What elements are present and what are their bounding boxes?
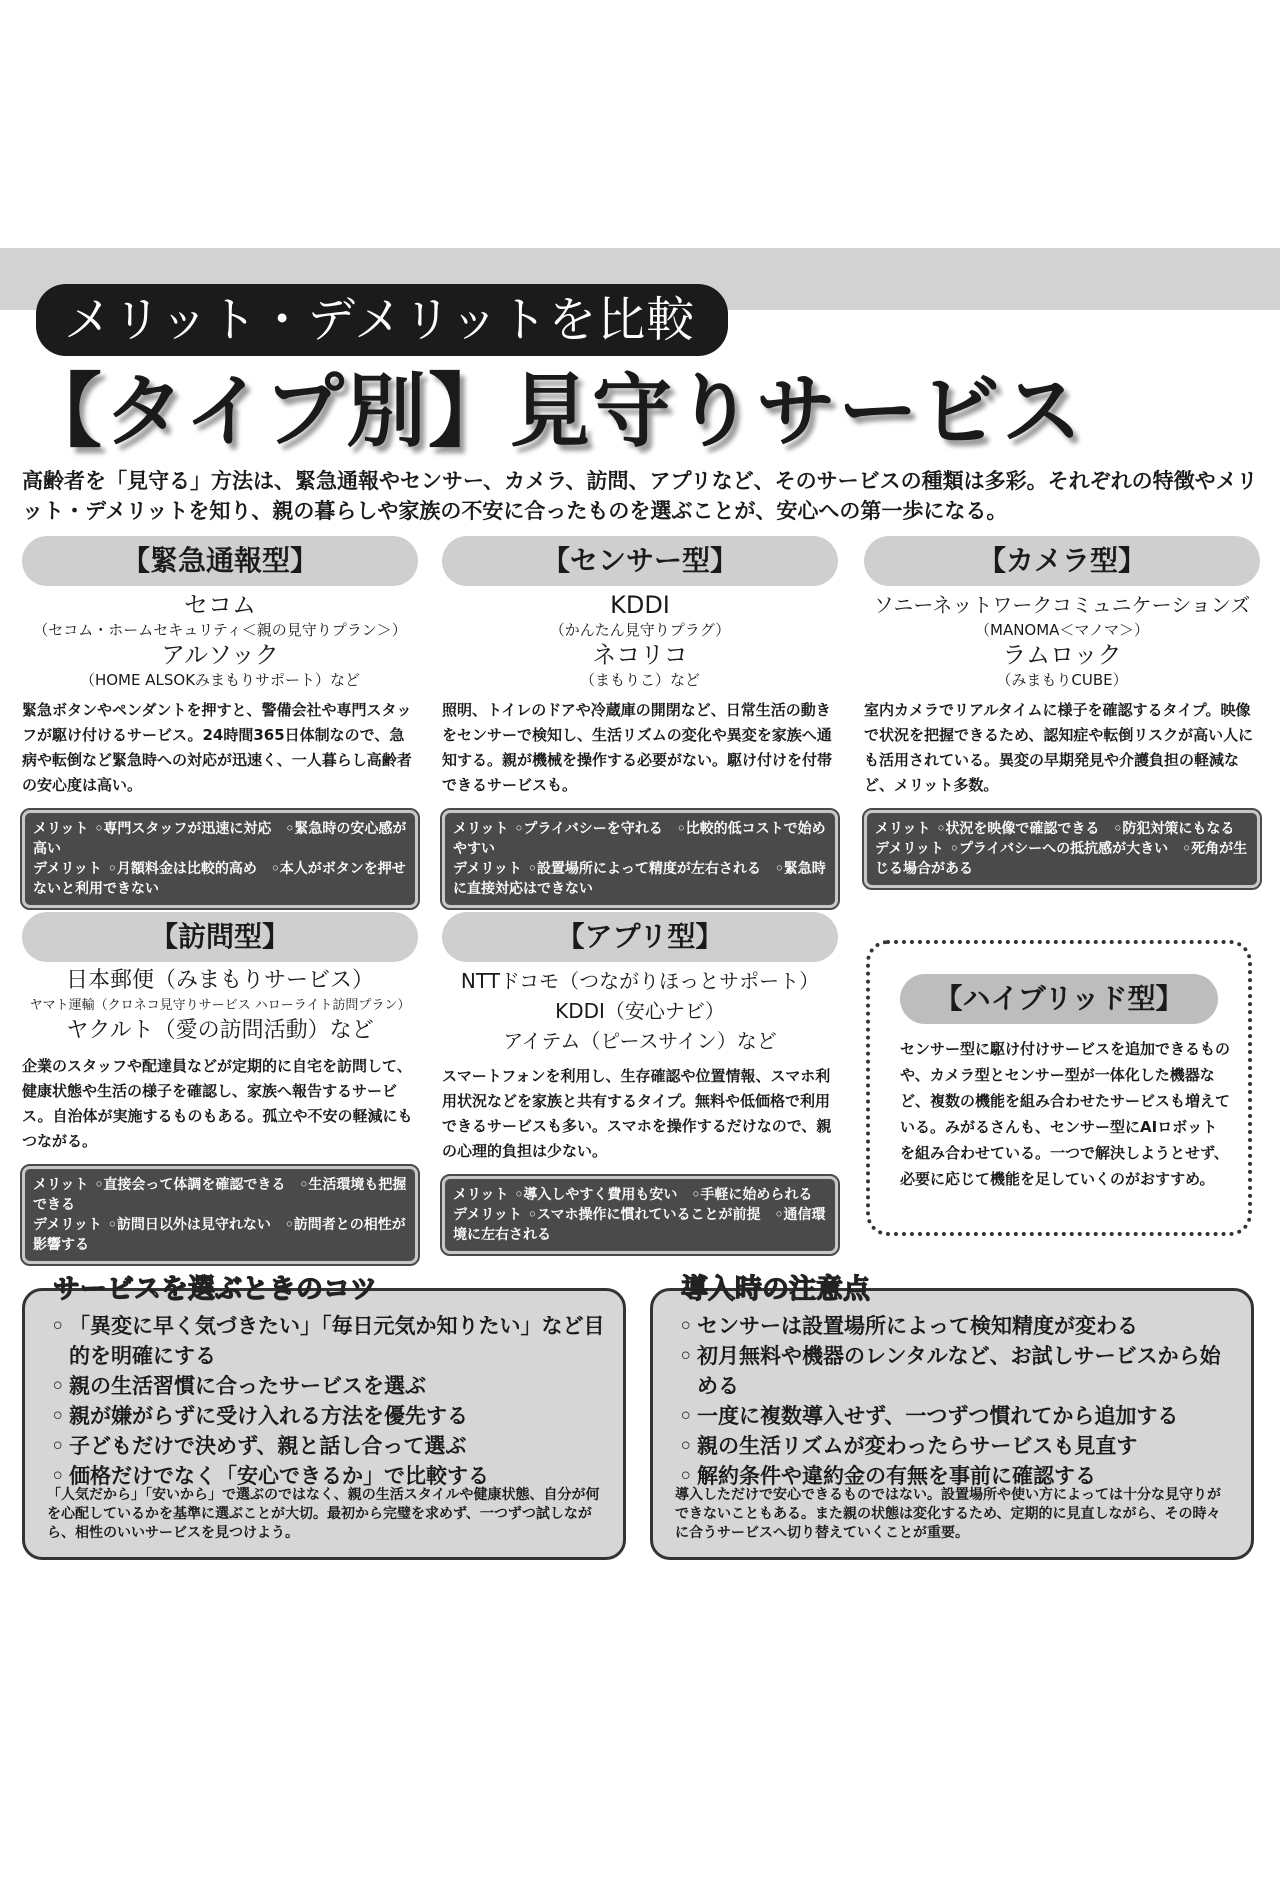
provider-plan: （HOME ALSOKみまもりサポート）など <box>79 671 361 689</box>
kicker-label: メリット・デメリットを比較 <box>36 284 728 356</box>
demerit-label: デメリット <box>453 861 522 877</box>
provider-name: 日本郵便（みまもりサービス） <box>65 968 374 993</box>
card-app <box>442 912 838 1254</box>
provider-name: ラムロック <box>1002 641 1122 669</box>
provider-name: ネコリコ <box>592 641 688 669</box>
card-title: 【訪問型】 <box>22 912 418 962</box>
demerit-label: デメリット <box>33 861 102 877</box>
list-item: ◦ 解約条件や違約金の有無を事前に確認する <box>679 1461 1233 1491</box>
demerit-label: デメリット <box>33 1217 102 1233</box>
merit-label: メリット <box>875 821 931 837</box>
card-title: 【カメラ型】 <box>864 536 1260 586</box>
list-item: ◦ 初月無料や機器のレンタルなど、お試しサービスから始める <box>679 1341 1233 1401</box>
merit-label: メリット <box>33 821 89 837</box>
card-camera <box>864 536 1260 888</box>
demerit-text: ◦スマホ操作に慣れていることが前提 ◦通信環境に左右される <box>453 1207 826 1243</box>
list-item: ◦ センサーは設置場所によって検知精度が変わる <box>679 1311 1233 1341</box>
tips-box <box>22 1274 626 1560</box>
merit-label: メリット <box>33 1177 89 1193</box>
demerit-text: ◦月額料金は比較的高め ◦本人がボタンを押せないと利用できない <box>33 861 406 897</box>
provider-plan: （まもりこ）など <box>579 671 700 689</box>
caution-box <box>650 1274 1254 1560</box>
hybrid-description: センサー型に駆け付けサービスを追加できるものや、カメラ型とセンサー型が一体化した機器など、複数の機能を組み合わせたサービスも増えている。みがるさんも、センサー型にAIロボットを組み合わせている。一つで解決しようとせず、必要に応じて機能を足していくのがおすすめ。 <box>900 1040 1231 1188</box>
demerit-text: ◦プライバシーへの抵抗感が大きい ◦死角が生じる場合がある <box>875 841 1248 877</box>
demerit-text: ◦訪問日以外は見守れない ◦訪問者との相性が影響する <box>33 1217 406 1253</box>
provider-name: KDDI（安心ナビ） <box>555 999 725 1023</box>
provider-plan: （みまもりCUBE） <box>996 671 1128 689</box>
list-item: ◦ 価格だけでなく「安心できるか」で比較する <box>51 1461 605 1491</box>
provider-list <box>442 966 838 1056</box>
merit-demerit-box <box>442 810 838 908</box>
card-title: 【センサー型】 <box>442 536 838 586</box>
merit-text: ◦状況を映像で確認できる ◦防犯対策にもなる <box>936 821 1235 837</box>
card-description: 室内カメラでリアルタイムに様子を確認するタイプ。映像で状況を把握できるため、認知症や転倒リスクが高い人にも活用されている。異変の早期発見や介護負担の軽減など、メリット多数。 <box>864 701 1254 794</box>
provider-list <box>22 966 418 1046</box>
list-item: ◦ 一度に複数導入せず、一つずつ慣れてから追加する <box>679 1401 1233 1431</box>
card-description: 照明、トイレのドアや冷蔵庫の開閉など、日常生活の動きをセンサーで検知し、生活リズムの変化や異変を家族へ通知する。親が機械を操作する必要がない。駆け付けを付帯できるサービスも。 <box>442 701 833 794</box>
provider-list <box>864 590 1260 690</box>
page-title: 【タイプ別】見守りサービス <box>22 365 1084 458</box>
list-item: ◦ 子どもだけで決めず、親と話し合って選ぶ <box>51 1431 605 1461</box>
provider-name: セコム <box>184 591 256 619</box>
provider-name: ソニーネットワークコミュニケーションズ <box>873 593 1251 617</box>
provider-plan: （セコム・ホームセキュリティ＜親の見守りプラン＞） <box>33 621 407 639</box>
demerit-label: デメリット <box>453 1207 522 1223</box>
merit-demerit-box <box>442 1176 838 1254</box>
hybrid-box <box>866 940 1252 1236</box>
merit-demerit-box <box>22 810 418 908</box>
card-emergency <box>22 536 418 908</box>
provider-name: ヤクルト（愛の訪問活動）など <box>66 1018 374 1043</box>
merit-text: ◦直接会って体調を確認できる ◦生活環境も把握できる <box>33 1177 407 1213</box>
caution-note: 導入しただけで安心できるものではない。設置場所や使い方によっては十分な見守りができないこともある。また親の状態は変化するため、定期的に見直しながら、その時々に合うサービスへ切り替えていくことが重要。 <box>675 1487 1221 1541</box>
provider-name: NTTドコモ（つながりほっとサポート） <box>460 969 820 993</box>
card-sensor <box>442 536 838 908</box>
card-description: 企業のスタッフや配達員などが定期的に自宅を訪問して、健康状態や生活の様子を確認し、家族へ報告するサービス。自治体が実施するものもある。孤立や不安の軽減にもつながる。 <box>22 1057 413 1150</box>
list-item: ◦ 親が嫌がらずに受け入れる方法を優先する <box>51 1401 605 1431</box>
tips-note: 「人気だから」「安いから」で選ぶのではなく、親の生活スタイルや健康状態、自分が何を心配しているかを基準に選ぶことが大切。最初から完璧を求めず、一つずつ試しながら、相性のいいサービスを見つけよう。 <box>47 1487 600 1541</box>
provider-name: アルソック <box>161 641 279 669</box>
card-visit <box>22 912 418 1264</box>
intro-text: 高齢者を「見守る」方法は、緊急通報やセンサー、カメラ、訪問、アプリなど、そのサービスの種類は多彩。それぞれの特徴やメリット・デメリットを知り、親の暮らしや家族の不安に合ったものを選ぶことが、安心への第一歩になる。 <box>22 469 1258 523</box>
merit-text: ◦プライバシーを守れる ◦比較的低コストで始めやすい <box>453 821 826 857</box>
list-item: ◦ 親の生活習慣に合ったサービスを選ぶ <box>51 1371 605 1401</box>
provider-name: アイテム（ピースサイン）など <box>503 1029 777 1053</box>
merit-demerit-box <box>22 1166 418 1264</box>
card-description: スマートフォンを利用し、生存確認や位置情報、スマホ利用状況などを家族と共有するタイプ。無料や低価格で利用できるサービスも多い。スマホを操作するだけなので、親の心理的負担は少ない。 <box>442 1067 832 1160</box>
merit-text: ◦導入しやすく費用も安い ◦手軽に始められる <box>514 1187 813 1203</box>
provider-list <box>442 590 838 690</box>
merit-label: メリット <box>453 1187 509 1203</box>
demerit-text: ◦設置場所によって精度が左右される ◦緊急時に直接対応はできない <box>453 861 826 897</box>
tips-list <box>51 1311 605 1491</box>
merit-text: ◦専門スタッフが迅速に対応 ◦緊急時の安心感が高い <box>33 821 407 857</box>
caution-title: 導入時の注意点 <box>681 1274 870 1305</box>
card-description: 緊急ボタンやペンダントを押すと、警備会社や専門スタッフが駆け付けるサービス。24時間365日体制なので、急病や転倒など緊急時への対応が迅速く、一人暮らし高齢者の安心度は高い。 <box>22 701 412 794</box>
card-title: 【アプリ型】 <box>442 912 838 962</box>
tips-title: サービスを選ぶときのコツ <box>53 1274 377 1305</box>
merit-demerit-box <box>864 810 1260 888</box>
card-title: 【緊急通報型】 <box>22 536 418 586</box>
list-item: ◦ 親の生活リズムが変わったらサービスも見直す <box>679 1431 1233 1461</box>
provider-plan: ヤマト運輸（クロネコ見守りサービス ハローライト訪問プラン） <box>29 998 411 1013</box>
demerit-label: デメリット <box>875 841 944 857</box>
provider-plan: （MANOMA＜マノマ＞） <box>975 621 1149 639</box>
provider-plan: （かんたん見守りプラグ） <box>549 621 731 639</box>
list-item: ◦ 「異変に早く気づきたい」「毎日元気か知りたい」など目的を明確にする <box>51 1311 605 1371</box>
merit-label: メリット <box>453 821 509 837</box>
caution-list <box>679 1311 1233 1491</box>
provider-list <box>22 590 418 690</box>
provider-name: KDDI <box>610 591 670 619</box>
hybrid-title: 【ハイブリッド型】 <box>900 974 1218 1024</box>
